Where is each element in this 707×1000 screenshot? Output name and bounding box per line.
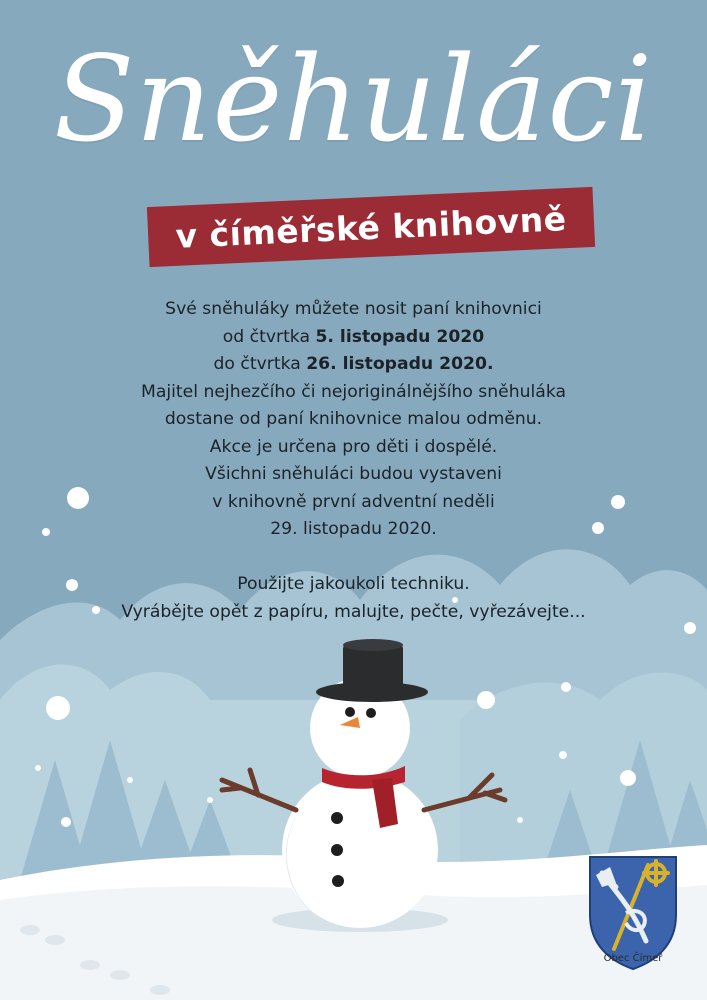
text-line-4: Majitel nejhezčího či nejoriginálnějšího sněhuláka <box>140 381 566 402</box>
text-line-11: Vyrábějte opět z papíru, malujte, pečte, vyřezávejte... <box>121 601 586 622</box>
text-line-8: v knihovně první adventní neděli <box>212 491 495 512</box>
announcement-text <box>0 296 707 626</box>
text-line-9: 29. listopadu 2020. <box>270 519 437 539</box>
date-from: 5. listopadu 2020 <box>315 326 485 347</box>
text-line-5: dostane od paní knihovnice malou odměnu. <box>164 409 543 429</box>
text-line-10: Použijte jakoukoli techniku. <box>237 574 470 594</box>
poster-title: Sněhuláci <box>53 30 654 168</box>
paragraph-gap <box>0 544 707 572</box>
municipality-name: Obec Čímeř <box>603 953 663 964</box>
subtitle-text: v číměřské knihovně <box>174 198 568 256</box>
text-line-3 <box>0 351 707 379</box>
text-line-1: Své sněhuláky můžete nosit paní knihovnici <box>165 299 542 319</box>
text-line-2 <box>0 324 707 352</box>
text-line-6: Akce je určena pro děti i dospělé. <box>209 436 498 457</box>
date-from-prefix: od čtvrtka <box>222 326 316 347</box>
text-line-7: Všichni sněhuláci budou vystaveni <box>205 464 502 484</box>
date-to-prefix: do čtvrtka <box>213 354 307 374</box>
date-to: 26. listopadu 2020. <box>306 354 494 374</box>
